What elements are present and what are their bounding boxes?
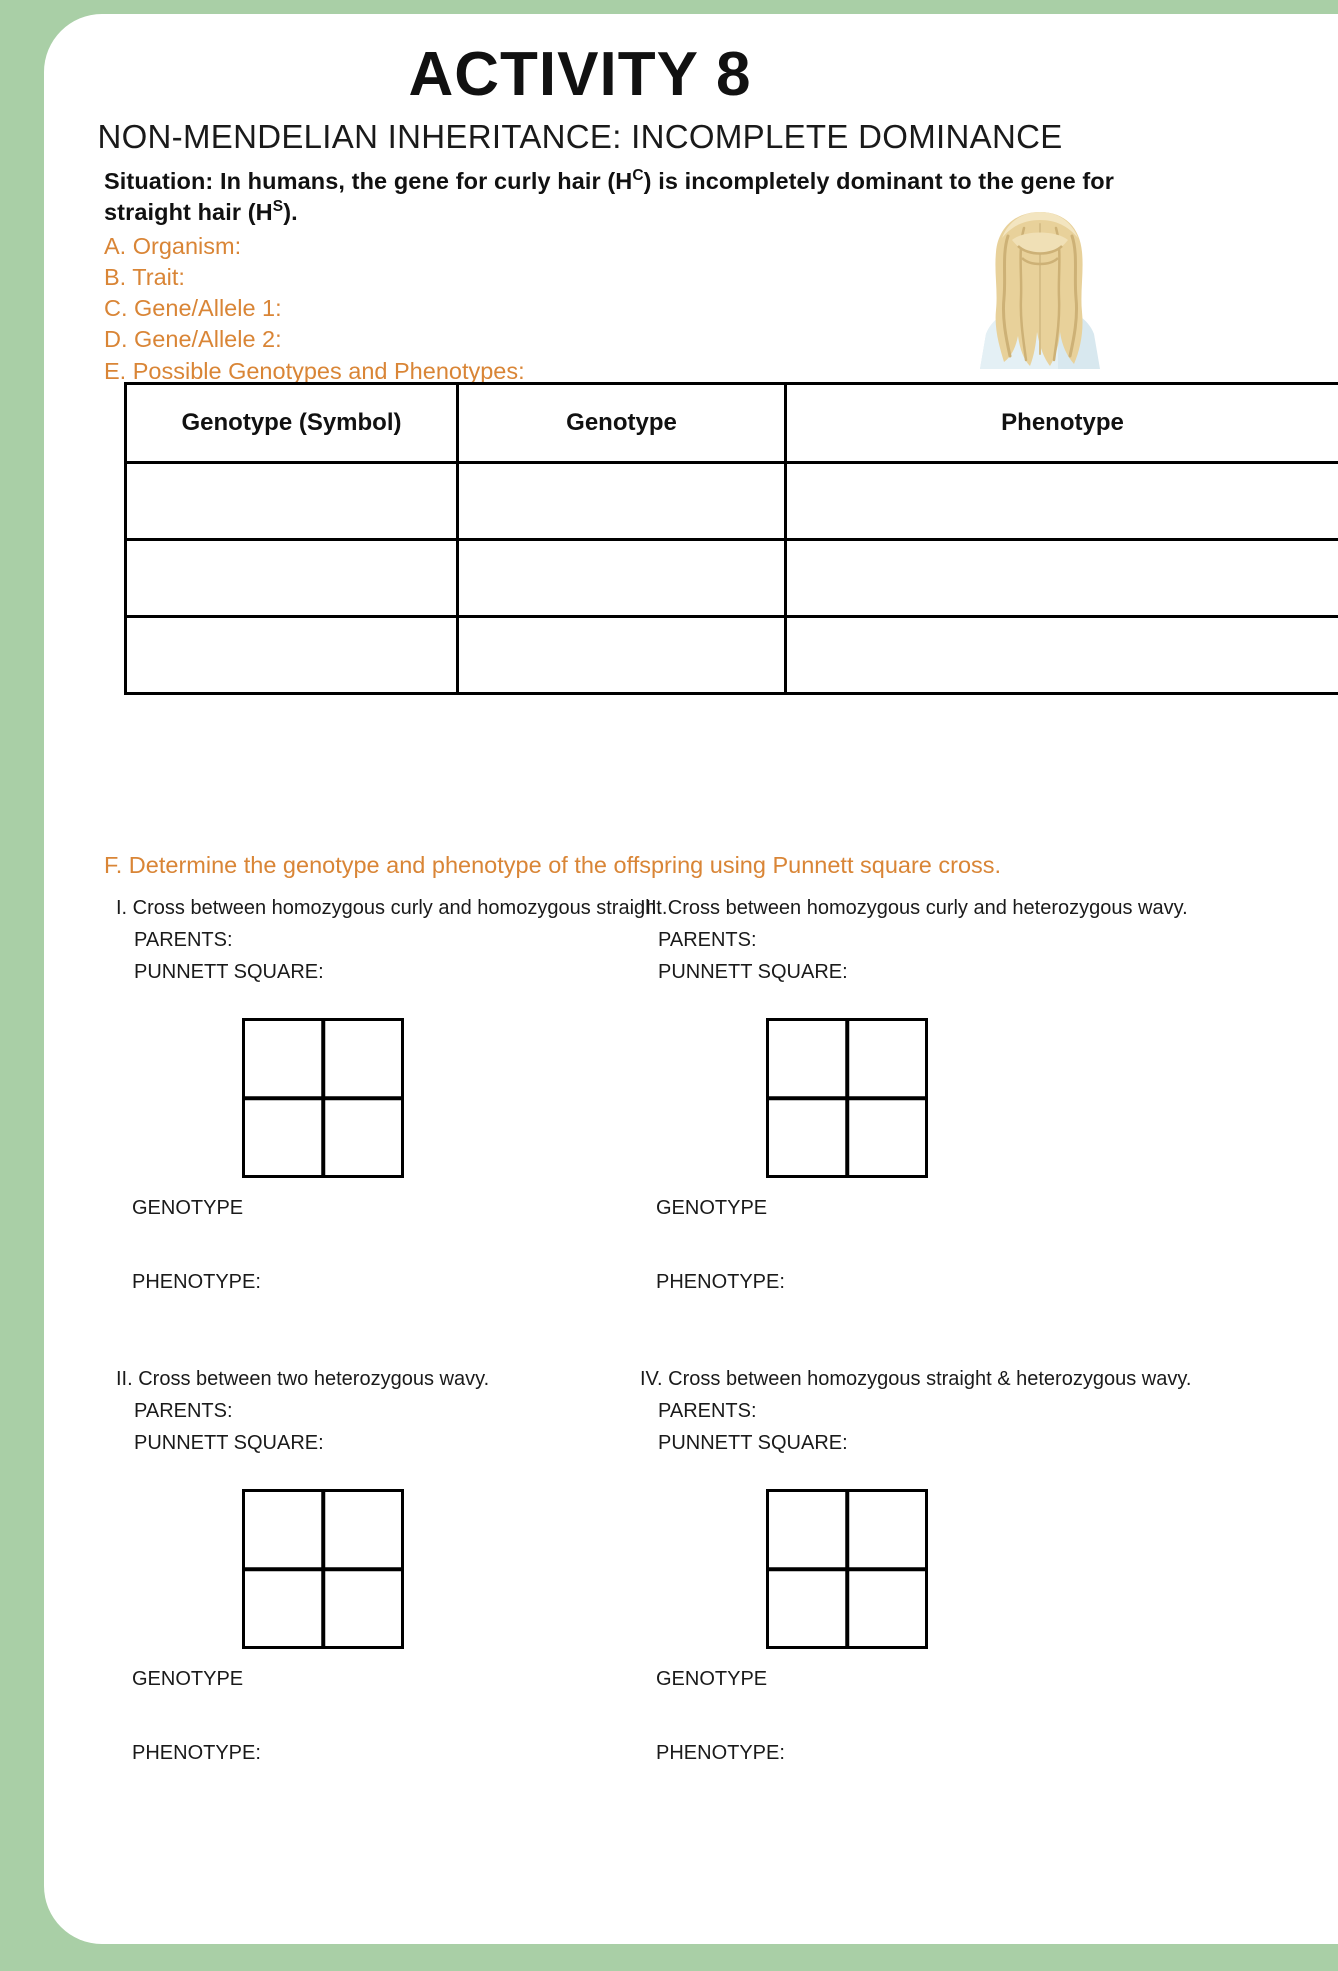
cross-block-iv xyxy=(640,1369,1191,1763)
cross-ii-parents-label: PARENTS: xyxy=(134,1400,233,1422)
table-cell-phenotype[interactable] xyxy=(786,463,1338,540)
prompt-item-c: C. Gene/Allele 1: xyxy=(104,295,282,322)
cross-i-genotype-label: GENOTYPE xyxy=(132,1197,244,1219)
cross-ii-title: II. Cross between two heterozygous wavy. xyxy=(116,1368,490,1390)
worksheet-content xyxy=(60,14,1338,1944)
cross-iii-genotype-label: GENOTYPE xyxy=(656,1197,768,1219)
page-title: ACTIVITY 8 xyxy=(408,40,752,109)
situation-text-1: Situation: In humans, the gene for curly hair (H xyxy=(104,168,633,194)
section-f-heading: F. Determine the genotype and phenotype of the offspring using Punnett square cross. xyxy=(104,852,1002,878)
prompt-item-a: A. Organism: xyxy=(104,233,242,259)
punnett-square-i[interactable] xyxy=(242,1018,404,1178)
table-header-genotype: Genotype xyxy=(458,384,786,463)
cross-ii-phenotype-label: PHENOTYPE: xyxy=(132,1742,261,1764)
table-cell-genotype-symbol[interactable] xyxy=(126,617,458,694)
cross-iv-punnett-label: PUNNETT SQUARE: xyxy=(658,1432,848,1454)
cross-i-punnett-label: PUNNETT SQUARE: xyxy=(134,961,324,983)
cross-iii-parents-label: PARENTS: xyxy=(658,929,757,951)
table-cell-genotype[interactable] xyxy=(458,463,786,540)
cross-i-phenotype-label: PHENOTYPE: xyxy=(132,1271,261,1293)
table-header-row xyxy=(126,384,1338,463)
cross-iv-parents-label: PARENTS: xyxy=(658,1400,757,1422)
situation-text-2: ) is incompletely dominant to the gene for straight hair (H xyxy=(104,168,1114,226)
table-cell-genotype-symbol[interactable] xyxy=(126,540,458,617)
prompt-item-d: D. Gene/Allele 2: xyxy=(104,326,282,353)
cross-iv-genotype-label: GENOTYPE xyxy=(656,1668,768,1690)
cross-i-parents-label: PARENTS: xyxy=(134,929,233,951)
cross-ii-genotype-label: GENOTYPE xyxy=(132,1668,244,1690)
allele-superscript-c: C xyxy=(632,167,644,185)
cross-iii-punnett-label: PUNNETT SQUARE: xyxy=(658,961,848,983)
punnett-square-iv[interactable] xyxy=(766,1489,928,1649)
cross-iv-title: IV. Cross between homozygous straight & heterozygous wavy. xyxy=(640,1368,1192,1390)
cross-block-i xyxy=(116,898,667,1292)
table-cell-phenotype[interactable] xyxy=(786,540,1338,617)
table-cell-phenotype[interactable] xyxy=(786,617,1338,694)
situation-text-3: ). xyxy=(283,199,298,226)
table-row xyxy=(126,463,1338,540)
cross-i-title: I. Cross between homozygous curly and homozygous straight. xyxy=(116,897,668,919)
table-cell-genotype-symbol[interactable] xyxy=(126,463,458,540)
table-row xyxy=(126,617,1338,694)
allele-superscript-s: S xyxy=(272,198,284,216)
genotype-phenotype-table xyxy=(124,382,1338,695)
prompt-list xyxy=(104,232,864,388)
table-row xyxy=(126,540,1338,617)
hair-illustration-icon xyxy=(960,206,1120,371)
cross-iv-phenotype-label: PHENOTYPE: xyxy=(656,1742,785,1764)
page-subtitle: NON-MENDELIAN INHERITANCE: INCOMPLETE DOMINANCE xyxy=(97,118,1063,155)
cross-block-iii xyxy=(640,898,1188,1292)
table-cell-genotype[interactable] xyxy=(458,540,786,617)
cross-block-ii xyxy=(116,1369,489,1763)
prompt-item-b: B. Trait: xyxy=(104,264,185,291)
cross-iii-title: III. Cross between homozygous curly and heterozygous wavy. xyxy=(640,897,1188,919)
prompt-item-e: E. Possible Genotypes and Phenotypes: xyxy=(104,357,525,384)
table-header-phenotype: Phenotype xyxy=(786,384,1338,463)
cross-ii-punnett-label: PUNNETT SQUARE: xyxy=(134,1432,324,1454)
cross-iii-phenotype-label: PHENOTYPE: xyxy=(656,1271,785,1293)
table-cell-genotype[interactable] xyxy=(458,617,786,694)
punnett-square-iii[interactable] xyxy=(766,1018,928,1178)
worksheet-sheet xyxy=(44,14,1338,1944)
punnett-square-ii[interactable] xyxy=(242,1489,404,1649)
table-header-genotype-symbol: Genotype (Symbol) xyxy=(126,384,458,463)
